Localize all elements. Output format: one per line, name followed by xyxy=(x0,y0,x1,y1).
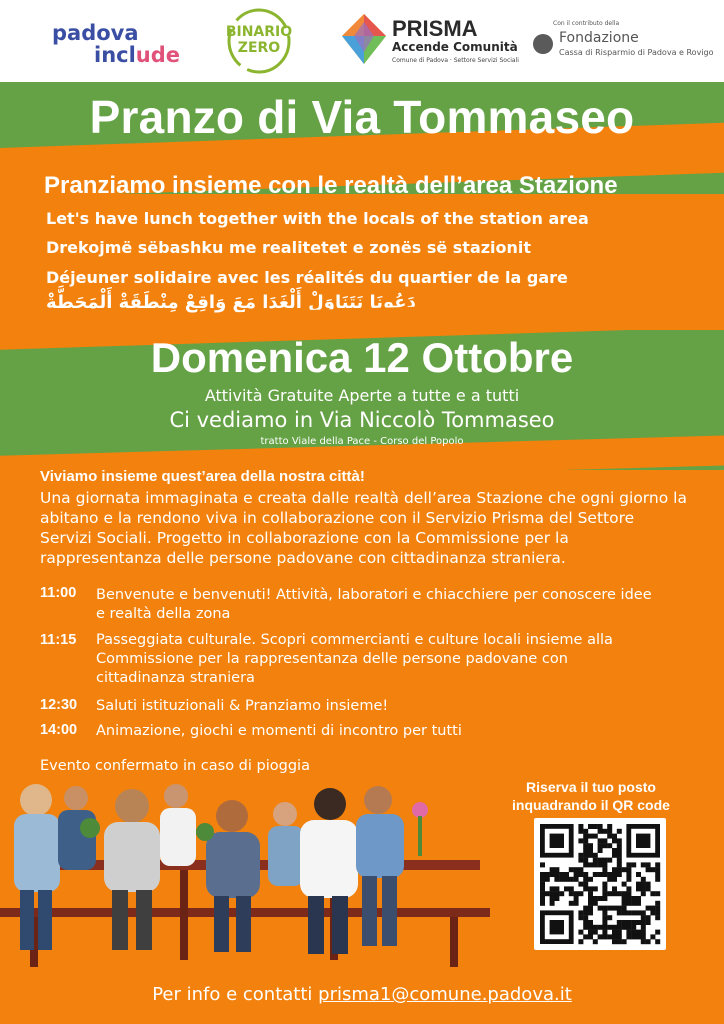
subtitle-french: Déjeuner solidaire avec les réalités du quartier de la gare xyxy=(46,268,568,287)
schedule-time: 12:30 xyxy=(40,697,78,713)
qr-label-line1: Riserva il tuo posto xyxy=(526,779,656,795)
fondazione-pre: Con il contributo della xyxy=(553,20,620,27)
schedule-desc: Animazione, giochi e momenti di incontro per tutti xyxy=(96,723,462,739)
qr-label-line2: inquadrando il QR code xyxy=(512,797,670,813)
binario-zero-logo xyxy=(224,7,294,75)
fondazione-sub: Cassa di Risparmio di Padova e Rovigo xyxy=(559,48,714,57)
event-date: Domenica 12 Ottobre xyxy=(150,334,574,381)
qr-label xyxy=(506,778,676,814)
subtitle-english: Let's have lunch together with the locals of the station area xyxy=(46,209,589,228)
prisma-tagline: Accende Comunità xyxy=(392,40,518,54)
binario-text: BINARIO xyxy=(225,24,293,40)
fondazione-name: Fondazione xyxy=(559,30,639,46)
event-tratto: tratto Viale della Pace - Corso del Popolo xyxy=(260,436,464,447)
zero-text: ZERO xyxy=(237,40,281,56)
subtitle-albanian: Drekojmë sëbashku me realitetet e zonës së stazionit xyxy=(46,238,532,257)
schedule-desc: Saluti istituzionali & Pranziamo insieme! xyxy=(96,698,389,714)
schedule-desc: Benvenute e benvenuti! Attività, laboratori e chiacchiere per conoscere idee e realtà della zona xyxy=(96,587,652,622)
footer-prefix: Per info e contatti xyxy=(152,984,319,1005)
prisma-diamond-icon xyxy=(342,14,386,64)
padova-logo-word: padova xyxy=(52,21,139,45)
fondazione-emblem-icon xyxy=(533,34,553,54)
rain-note: Evento confermato in caso di pioggia xyxy=(40,758,310,774)
footer-contact xyxy=(0,984,724,1005)
intro-heading: Viviamo insieme quest’area della nostra città! xyxy=(40,468,365,485)
qr-code-icon xyxy=(534,818,666,950)
include-logo-word: include xyxy=(94,43,181,67)
schedule-time: 14:00 xyxy=(40,722,78,738)
logo-header xyxy=(0,0,724,82)
contact-email-link[interactable]: prisma1@comune.padova.it xyxy=(318,984,572,1005)
event-place: Ci vediamo in Via Niccolò Tommaseo xyxy=(169,408,555,432)
subtitle-arabic: دَعُونَا نَتَنَاوَلْ أَلْغَدَا مَعَ وَاقِعْ مِنْطَقَةْ أَلْمَحَطَّةْ xyxy=(46,292,416,313)
event-free-note: Attività Gratuite Aperte a tutte e a tutti xyxy=(204,386,520,405)
subtitle-italian: Pranziamo insieme con le realtà dell’area Stazione xyxy=(44,172,618,199)
schedule-desc: Passeggiata culturale. Scopri commercianti e culture locali insieme alla Commissione per la rappresentanza delle persone padovane con cittadinanza straniera xyxy=(96,632,613,686)
group-lunch-photo xyxy=(0,780,500,980)
prisma-name: PRISMA xyxy=(392,16,478,41)
schedule-time: 11:00 xyxy=(40,585,77,601)
intro-body: Una giornata immaginata e creata dalle realtà dell’area Stazione che ogni giorno la abitano e la rendono viva in collaborazione con il Servizio Prisma del Settore Servizi Sociali. Progetto in collaborazione con la Commissione per la rappresentanza delle persone padovane con cittadinanza straniera. xyxy=(40,489,687,567)
schedule-time: 11:15 xyxy=(40,632,77,648)
prisma-subtext: Comune di Padova · Settore Servizi Sociali xyxy=(392,57,519,64)
qr-code[interactable] xyxy=(534,818,666,950)
page-title: Pranzo di Via Tommaseo xyxy=(89,91,635,143)
padova-include-logo xyxy=(52,22,180,66)
